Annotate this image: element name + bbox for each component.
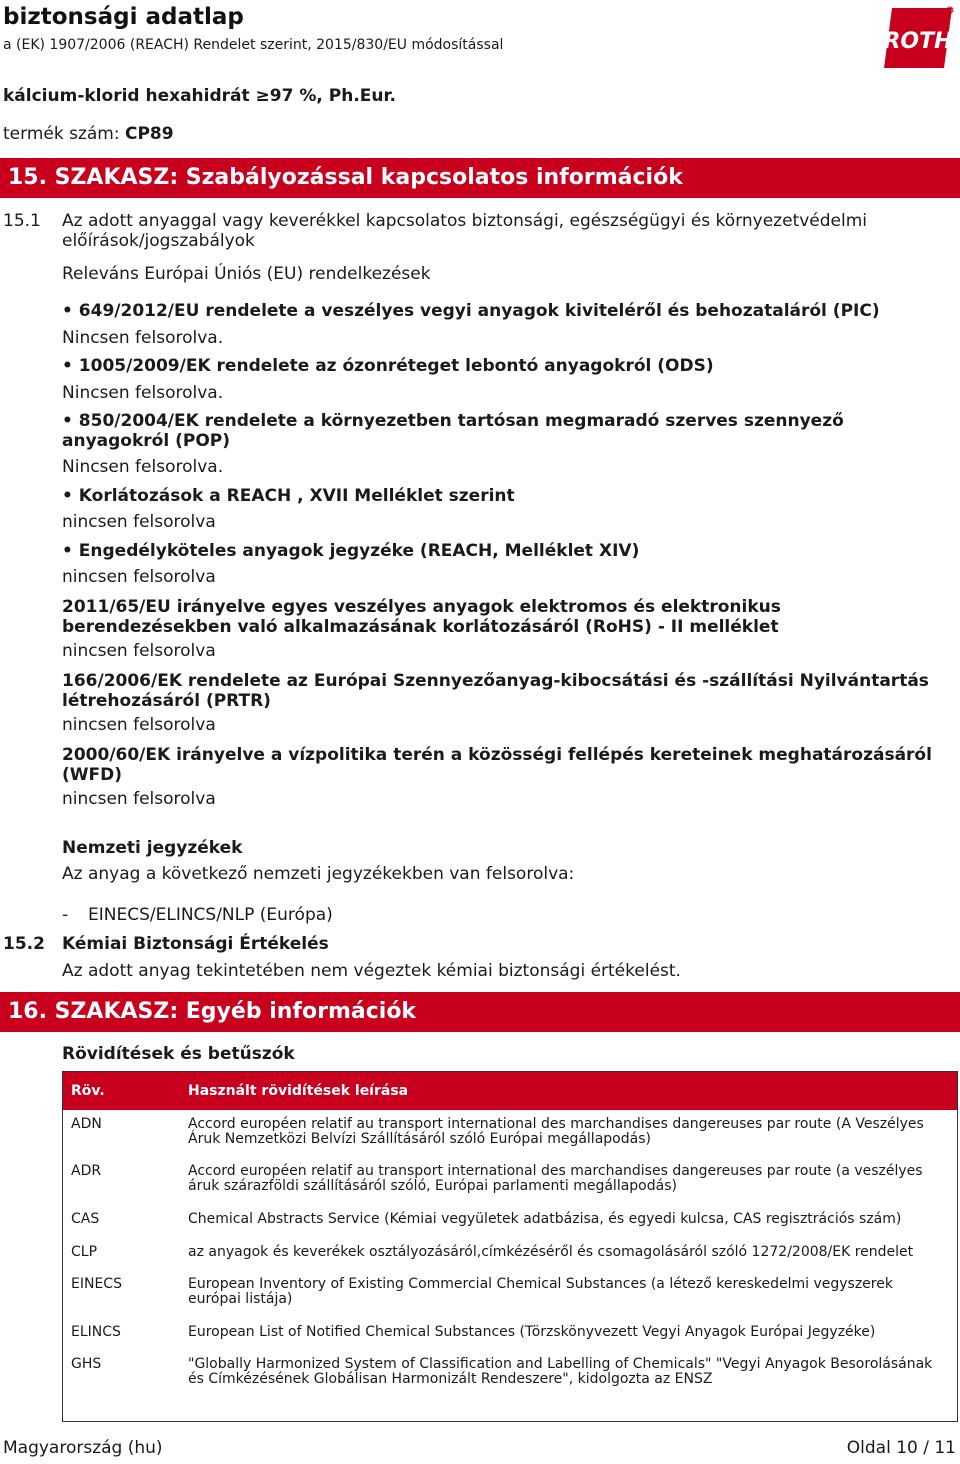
abbreviations-table	[62, 1071, 958, 1422]
pop-title: • 850/2004/EK rendelete a környezetben tartósan megmaradó szerves szennyező anyagokról (POP)	[62, 411, 844, 451]
reach14-value: nincsen felsorolva	[62, 567, 216, 587]
national-text: Az anyag a következő nemzeti jegyzékekben van felsorolva:	[62, 864, 575, 884]
table-row-desc: Chemical Abstracts Service (Kémiai vegyületek adatbázisa, és egyedi kulcsa, CAS regisztrációs szám)	[188, 1211, 902, 1227]
table-row-desc: European Inventory of Existing Commercial Chemical Substances (a létező kereskedelmi vegyszerek európai listája)	[188, 1276, 893, 1307]
table-row-desc: European List of Notified Chemical Substances (Törzskönyvezett Vegyi Anyagok Európai Jegyzéke)	[188, 1324, 876, 1340]
abbreviations-heading: Rövidítések és betűszók	[62, 1044, 295, 1064]
rohs-value: nincsen felsorolva	[62, 641, 216, 661]
table-row-abbr: CLP	[71, 1244, 98, 1260]
pic-value: Nincsen felsorolva.	[62, 328, 224, 348]
subsection-15-2-text: Az adott anyag tekintetében nem végeztek kémiai biztonsági értékelést.	[62, 961, 681, 981]
svg-text:ROTH: ROTH	[883, 29, 953, 54]
table-header	[63, 1072, 957, 1110]
subsection-15-1-title: Az adott anyaggal vagy keverékkel kapcsolatos biztonsági, egészségügyi és környezetvédelmi előírások/jogszabályok	[62, 211, 868, 251]
table-row-abbr: CAS	[71, 1211, 100, 1227]
table-row-abbr: GHS	[71, 1356, 102, 1372]
document-title: biztonsági adatlap	[3, 4, 244, 30]
table-row-desc: az anyagok és keverékek osztályozásáról,címkézéséről és csomagolásáról szóló 1272/2008/EK rendelet	[188, 1244, 914, 1260]
table-row-desc: "Globally Harmonized System of Classification and Labelling of Chemicals" "Vegyi Anyagok Besorolásának és Címkézésének Globálisan Harmonizált Rendeszere", kidolgozta az ENSZ	[188, 1356, 933, 1387]
footer-country: Magyarország (hu)	[3, 1438, 163, 1458]
footer-page-number: Oldal 10 / 11	[846, 1438, 956, 1458]
wfd-title: 2000/60/EK irányelve a vízpolitika terén a közösségi fellépés kereteinek meghatározásáról (WFD)	[62, 745, 932, 785]
document-subtitle: a (EK) 1907/2006 (REACH) Rendelet szerint, 2015/830/EU módosítással	[3, 37, 504, 53]
table-row-abbr: ADR	[71, 1163, 102, 1179]
column-header-abbr: Röv.	[71, 1083, 105, 1099]
column-header-desc: Használt rövidítések leírása	[188, 1083, 409, 1099]
table-row-abbr: ADN	[71, 1116, 102, 1132]
product-name: kálcium-klorid hexahidrát ≥97 %, Ph.Eur.	[3, 86, 396, 106]
ods-title: • 1005/2009/EK rendelete az ózonréteget lebontó anyagokról (ODS)	[62, 356, 714, 376]
section-16-heading: 16. SZAKASZ: Egyéb információk	[0, 992, 960, 1032]
product-number: CP89	[124, 124, 174, 144]
reach14-title: • Engedélyköteles anyagok jegyzéke (REACH, Melléklet XIV)	[62, 541, 640, 561]
reach17-title: • Korlátozások a REACH , XVII Melléklet szerint	[62, 486, 515, 506]
wfd-value: nincsen felsorolva	[62, 789, 216, 809]
table-row-abbr: EINECS	[71, 1276, 122, 1292]
subsection-15-2-title: Kémiai Biztonsági Értékelés	[62, 934, 329, 954]
section-15-heading: 15. SZAKASZ: Szabályozással kapcsolatos információk	[0, 158, 960, 198]
prtr-title: 166/2006/EK rendelete az Európai Szennyezőanyag-kibocsátási és -szállítási Nyilvántartás létrehozásáról (PRTR)	[62, 671, 929, 711]
rohs-title: 2011/65/EU irányelve egyes veszélyes anyagok elektromos és elektronikus berendezésekben való alkalmazásának korlátozásáról (RoHS) - II melléklet	[62, 597, 781, 637]
subsection-15-1-number: 15.1	[3, 211, 41, 231]
reach17-value: nincsen felsorolva	[62, 512, 216, 532]
table-row-abbr: ELINCS	[71, 1324, 121, 1340]
eu-regulations-heading: Releváns Európai Úniós (EU) rendelkezések	[62, 264, 431, 284]
subsection-15-2-number: 15.2	[3, 934, 45, 954]
national-list-item: - EINECS/ELINCS/NLP (Európa)	[62, 905, 333, 925]
pop-value: Nincsen felsorolva.	[62, 457, 224, 477]
prtr-value: nincsen felsorolva	[62, 715, 216, 735]
ods-value: Nincsen felsorolva.	[62, 383, 224, 403]
table-row-desc: Accord européen relatif au transport international des marchandises dangereuses par route (a veszélyes áruk szárazföldi szállításáról szóló, Európai parlamenti megállapodás)	[188, 1163, 923, 1194]
national-heading: Nemzeti jegyzékek	[62, 838, 243, 858]
roth-logo	[878, 4, 956, 72]
product-number-label: termék szám:	[3, 124, 125, 144]
pic-title: • 649/2012/EU rendelete a veszélyes vegyi anyagok kiviteléről és behozataláról (PIC)	[62, 301, 880, 321]
table-row-desc: Accord européen relatif au transport international des marchandises dangereuses par route (A Veszélyes Áruk Nemzetközi Belvízi Szállításáról szóló Európai megállapodás)	[188, 1116, 924, 1147]
product-number-row	[3, 124, 174, 144]
